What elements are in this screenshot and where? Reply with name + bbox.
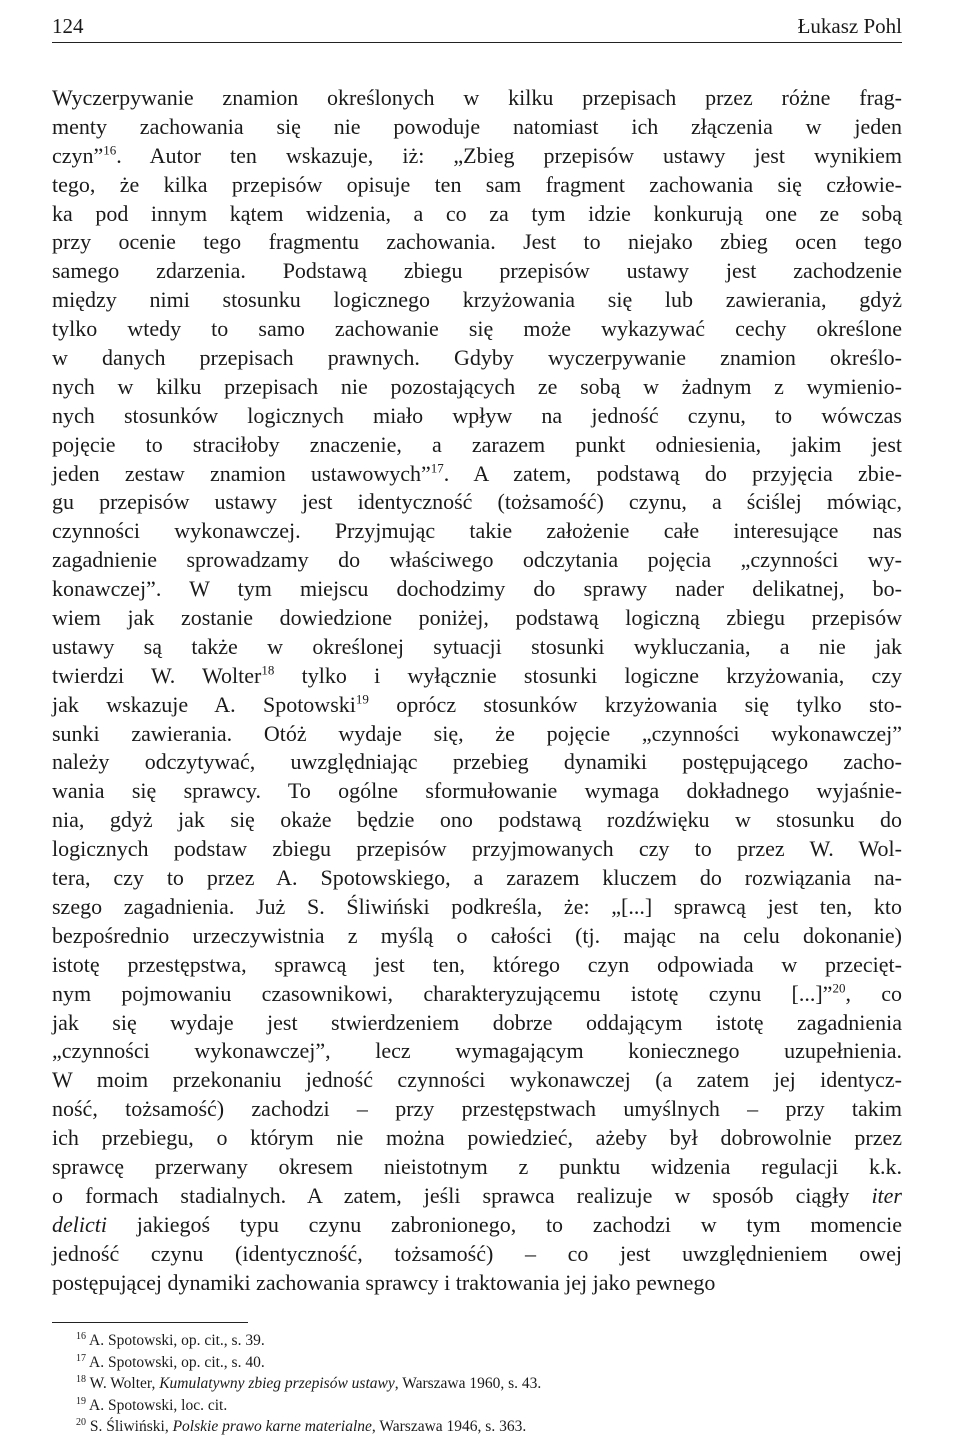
text-line: szego zagadnienia. Już S. Śliwiński podkreśla, że: „[...] sprawcą jest ten, kto [52,893,902,919]
main-text [52,84,902,1297]
text-line: Wyczerpywanie znamion określonych w kilku przepisach przez różne frag- [52,85,902,110]
footnotes [76,1330,906,1438]
page-header [52,12,902,43]
text-line: W moim przekonaniu jedność czynności wykonawczej (a zatem jej identycz- [52,1067,902,1093]
text-line: twierdzi W. Wolter$^{18}$ tylko i wyłącznie stosunki logiczne krzyżowania, czy [52,662,902,688]
text-line: pojęcie to straciłoby znaczenie, a zarazem punkt odniesienia, jakim jest [52,431,902,457]
text-line: zagadnienie sprowadzamy do właściwego odczytania pojęcia „czynności wy- [52,547,902,573]
text-line: przy ocenie tego fragmentu zachowania. Jest to niejako zbieg ocen tego [52,229,902,255]
text-line: sunki zawierania. Otóż wydaje się, że pojęcie „czynności wykonawczej” [52,720,902,746]
footnote-ref: 17 [430,460,444,476]
text-line: jeden zestaw znamion ustawowych”$^{17}$. A zatem, podstawą do przyjęcia zbie- [52,460,902,486]
text-line: postępującej dynamiki zachowania sprawcy i traktowania jej jako pewnego [52,1269,716,1295]
text-line: nia, gdyż jak się okaże będzie ono podstawą rozdźwięku w stosunku do [52,807,902,833]
footnote-ref: 19 [355,691,369,707]
text-line: delicti jakiegoś typu czynu zabronionego, to zachodzi w tym momencie [52,1211,902,1237]
text-line: wiem jak zostanie dowiedzione poniżej, podstawą logiczną zbiegu przepisów [52,605,902,631]
text-line: w danych przepisach prawnych. Gdyby wyczerpywanie znamion określo- [52,345,902,371]
text-line: istotę przestępstwa, sprawcą jest ten, którego czyn odpowiada w przecięt- [52,951,902,977]
text-line: sprawcę przerwany okresem nieistotnym z punktu widzenia regulacji k.k. [52,1153,902,1179]
text-line: menty zachowania się nie powoduje natomiast ich złączenia w jeden [52,113,902,139]
italic-term: delicti [52,1211,107,1237]
text-line: logicznych podstaw zbiegu przepisów przyjmowanych czy to przez W. Wol- [52,836,902,862]
footnote-ref: 20 [832,980,846,996]
text-line: jedność czynu (identyczność, tożsamość) – co jest uwzględnieniem owej [52,1240,902,1266]
text-line: jak wskazuje A. Spotowski$^{19}$ oprócz stosunków krzyżowania się tylko sto- [52,691,902,717]
text-line: nym pojmowaniu czasownikowi, charakteryzującemu istotę czynu [...]”$^{20}$, co [52,980,902,1006]
footnote: $^{18}$ W. Wolter, Kumulatywny zbieg przepisów ustawy, Warszawa 1960, s. 43. [76,1373,542,1392]
text-line: między nimi stosunku logicznego krzyżowania się lub zawierania, gdyż [52,287,902,313]
text-line: ka pod innym kątem widzenia, a co za tym idzie konkurują one ze sobą [52,200,902,226]
text-line: ich przebiegu, o którym nie można powiedzieć, ażeby był dobrowolnie przez [52,1125,902,1151]
text-line: czynności wykonawczej. Przyjmując takie założenie całe interesujące nas [52,518,902,544]
page-number: 124 [52,14,84,38]
text-line: „czynności wykonawczej”, lecz wymagającym koniecznego uzupełnienia. [52,1038,902,1064]
footnote: $^{19}$ A. Spotowski, loc. cit. [76,1395,228,1414]
text-line: ność, tożsamość) zachodzi – przy przestępstwach umyślnych – przy takim [52,1096,902,1122]
text-line: tylko wtedy to samo zachowanie się może wykazywać cechy określone [52,316,902,342]
italic-term: iter [871,1182,902,1208]
text-line: konawczej”. W tym miejscu dochodzimy do sprawy nader delikatnej, bo- [52,576,902,602]
text-line: tera, czy to przez A. Spotowskiego, a zarazem kluczem do rozwiązania na- [52,865,902,891]
text-line: bezpośrednio urzeczywistnia z myślą o całości (tj. mając na celu dokonanie) [52,922,902,948]
footnote-ref: 18 [261,662,275,678]
text-line: gu przepisów ustawy jest identyczność (tożsamość) czynu, a ściślej mówiąc, [52,489,902,515]
text-line: o formach stadialnych. A zatem, jeśli sprawca realizuje w sposób ciągły iter [52,1182,902,1208]
footnote: $^{20}$ S. Śliwiński, Polskie prawo karne materialne, Warszawa 1946, s. 363. [76,1416,527,1435]
text-line: ustawy są także w określonej sytuacji stosunki wykluczania, a nie jak [52,633,902,659]
text-line: wania się sprawcy. To ogólne sformułowanie wymaga dokładnego wyjaśnie- [52,778,902,804]
text-line: nych stosunków logicznych miało wpływ na jedność czynu, to wówczas [52,402,902,428]
footnote-divider [52,1322,248,1323]
running-head: Łukasz Pohl [797,14,902,38]
text-line: tego, że kilka przepisów opisuje ten sam fragment zachowania się człowie- [52,171,902,197]
footnote: $^{16}$ A. Spotowski, op. cit., s. 39. [76,1330,265,1349]
footnote: $^{17}$ A. Spotowski, op. cit., s. 40. [76,1352,265,1371]
text-line: samego zdarzenia. Podstawą zbiegu przepisów ustawy jest zachodzenie [52,258,902,284]
text-line: czyn”$^{16}$. Autor ten wskazuje, iż: „Zbieg przepisów ustawy jest wynikiem [52,142,902,168]
footnote-ref: 16 [103,142,117,158]
text-line: jak się wydaje jest stwierdzeniem dobrze oddającym istotę zagadnienia [52,1009,902,1035]
text-line: nych w kilku przepisach nie pozostających ze sobą w żadnym z wymienio- [52,373,902,399]
text-line: należy odczytywać, uwzględniając przebieg dynamiki postępującego zacho- [52,749,902,775]
